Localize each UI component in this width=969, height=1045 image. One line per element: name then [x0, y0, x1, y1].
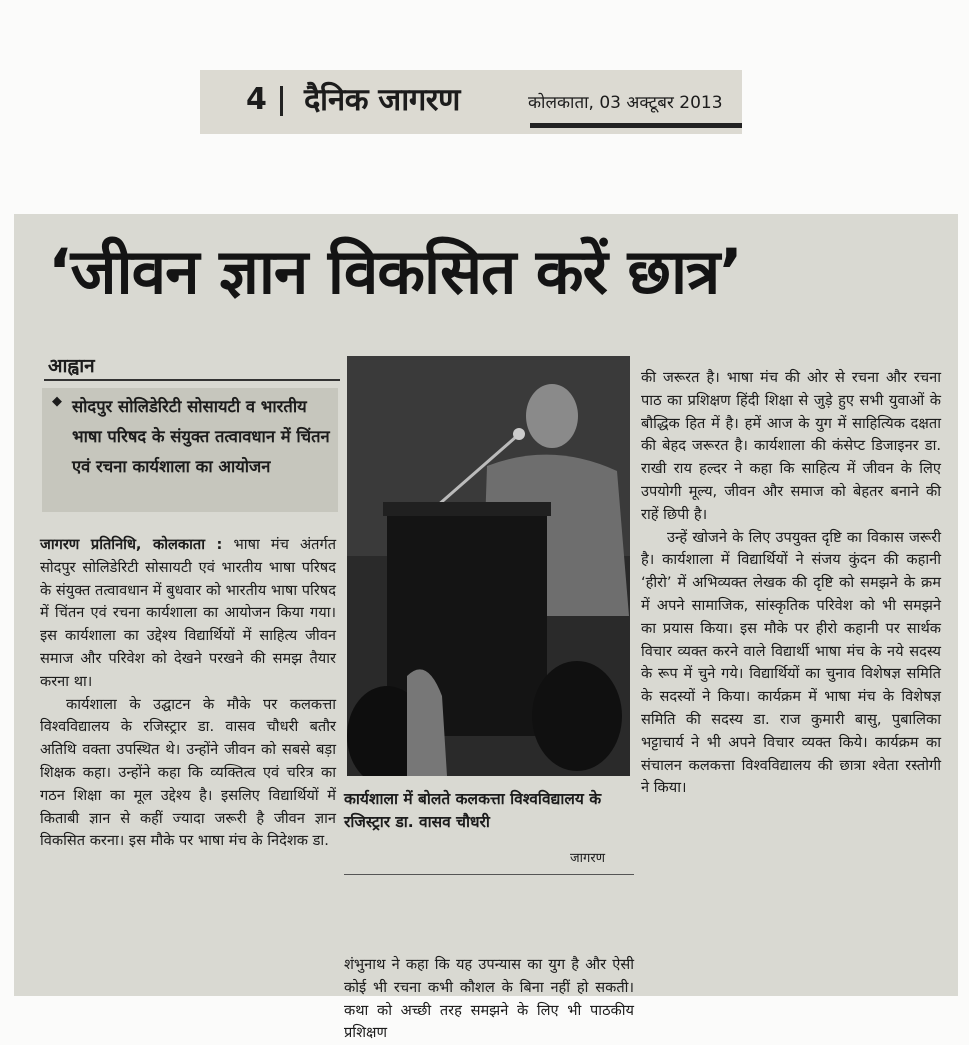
- diamond-bullet-icon: ◆: [52, 394, 62, 409]
- col2-paragraph-1: शंभुनाथ ने कहा कि यह उपन्यास का युग है और ऐसी कोई भी रचना कभी कौशल के बिना नहीं हो सकती। कथा को अच्छी तरह समझने के लिए भी पाठकीय प्रशिक्षण: [344, 956, 634, 1042]
- masthead: [200, 70, 742, 134]
- col3-paragraph-1: की जरूरत है। भाषा मंच की ओर से रचना और रचना पाठ का प्रशिक्षण हिंदी शिक्षा से जुड़े हुए सभी युवाओं के बौद्धिक हित में है। हमें आज के युग में साहित्यिक दक्षता की बेहद जरूरत है। कार्यशाला की कंसेप्ट डिजाइनर डा. राखी राय हल्दर ने कहा कि साहित्य में जीवन के लिए उपयोगी मूल्य, जीवन और समाज को बेहतर बनाने की राहें छिपी है।: [641, 369, 941, 523]
- dateline-rule: [530, 123, 742, 128]
- kicker: आह्वान: [48, 355, 95, 377]
- news-clipping: [14, 214, 958, 1042]
- newspaper-name: दैनिक जागरण: [304, 82, 460, 118]
- col1-paragraph-1: भाषा मंच अंतर्गत सोदपुर सोलिडेरिटी सोसायटी एवं भारतीय भाषा परिषद के संयुक्त तत्वावधान में बुधवार को भारतीय भाषा परिषद में चिंतन एवं रचना कार्यशाला का आयोजन किया गया। इस कार्यशाला का उद्देश्य विद्यार्थियों में साहित्य जीवन समाज और परिवेश को देखने परखने की समझ तैयार करना था।: [40, 536, 337, 690]
- kicker-rule: [44, 379, 340, 381]
- deck-box: [42, 388, 338, 512]
- masthead-divider: [280, 86, 283, 116]
- column-3: [641, 367, 941, 800]
- byline: जागरण प्रतिनिधि, कोलकाता :: [40, 536, 223, 553]
- page-number: 4: [246, 82, 267, 117]
- col1-paragraph-2: कार्यशाला के उद्घाटन के मौके पर कलकत्ता विश्वविद्यालय के रजिस्ट्रार डा. वासव चौधरी बतौर अतिथि वक्ता उपस्थित थे। उन्होंने जीवन को सबसे बड़ा शिक्षक कहा। उन्होंने कहा कि व्यक्तित्व एवं चरित्र का गठन शिक्षा का मूल उद्देश्य है। इसलिए विद्यार्थियों में किताबी ज्ञान से कहीं ज्यादा जरूरी है जीवन ज्ञान विकसित करना। इस मौके पर भाषा मंच के निदेशक डा.: [40, 695, 336, 850]
- headline: ‘जीवन ज्ञान विकसित करें छात्र’: [48, 235, 742, 308]
- speaker-photo-illustration: [347, 356, 630, 776]
- photo-caption: कार्यशाला में बोलते कलकत्ता विश्वविद्यालय के रजिस्ट्रार डा. वासव चौधरी: [344, 790, 602, 831]
- photo-credit: जागरण: [570, 851, 606, 866]
- deck-text: सोदपुर सोलिडेरिटी सोसायटी व भारतीय भाषा परिषद के संयुक्त तत्वावधान में चिंतन एवं रचना कार्यशाला का आयोजन: [72, 397, 330, 476]
- dateline: कोलकाता, 03 अक्टूबर 2013: [528, 93, 723, 113]
- column-2: [344, 954, 634, 1045]
- article-photo: [347, 356, 630, 776]
- caption-rule: [344, 874, 634, 875]
- column-1: [40, 534, 336, 853]
- col3-paragraph-2: उन्हें खोजने के लिए उपयुक्त दृष्टि का विकास जरूरी है। कार्यशाला में विद्यार्थियों ने संजय कुंदन की कहानी ‘हीरो’ में अभिव्यक्त लेखक की दृष्टि को समझने के क्रम में अपने सामाजिक, सांस्कृतिक परिवेश को भी समझने का प्रयास किया। इस मौके पर हीरो कहानी पर सार्थक विचार व्यक्त करने वाले विद्यार्थी भाषा मंच के नये सदस्य के रूप में चुने गये। विद्यार्थियों का चुनाव विशेषज्ञ समिति के सदस्यों ने किया। कार्यक्रम में भाषा मंच के विशेषज्ञ समिति की सदस्य डा. राज कुमारी बासु, पुबालिका भट्टाचार्य ने भी अपने विचार व्यक्त किये। कार्यक्रम का संचालन कलकत्ता विश्वविद्यालय की छात्रा श्वेता रस्तोगी ने किया।: [641, 528, 941, 797]
